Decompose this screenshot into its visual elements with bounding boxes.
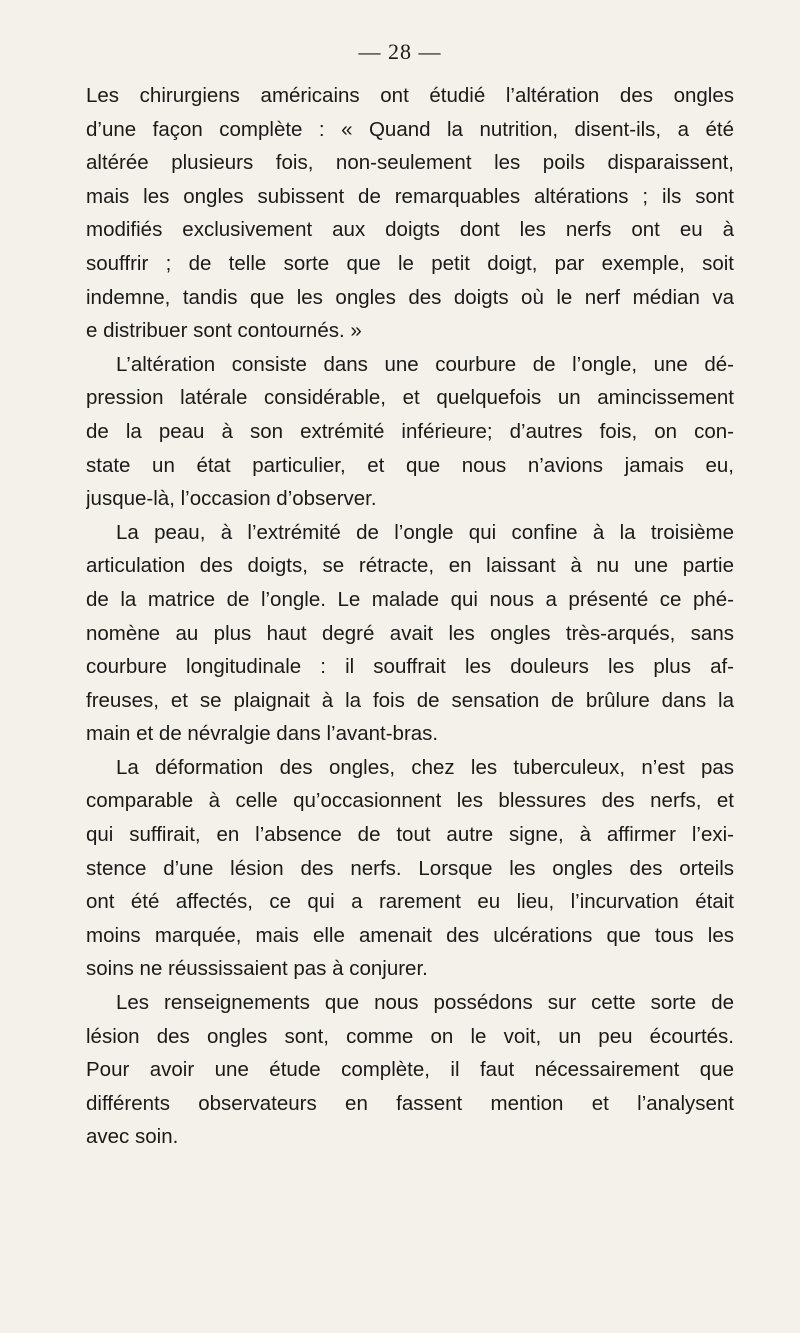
text-line: soins ne réussissaient pas à conjurer. — [86, 957, 428, 981]
paragraph-2 — [86, 348, 734, 516]
text-line: de la peau à son extrémité inférieure; d’autres fois, on con- — [86, 419, 734, 443]
text-line: articulation des doigts, se rétracte, en laissant à nu une partie — [86, 554, 734, 578]
text-line: e distribuer sont contournés. » — [86, 319, 362, 343]
text-line: qui suffirait, en l’absence de tout autre signe, à affirmer l’exi- — [86, 823, 734, 847]
text-line: moins marquée, mais elle amenait des ulcérations que tous les — [86, 923, 734, 947]
text-line: modifiés exclusivement aux doigts dont les nerfs ont eu à — [86, 218, 734, 242]
text-line: nomène au plus haut degré avait les ongles très-arqués, sans — [86, 621, 734, 645]
text-line: stence d’une lésion des nerfs. Lorsque les ongles des orteils — [86, 856, 734, 880]
text-line: courbure longitudinale : il souffrait les douleurs les plus af- — [86, 655, 734, 679]
text-line: pression latérale considérable, et quelquefois un amincissement — [86, 386, 734, 410]
text-line: différents observateurs en fassent mention et l’analysent — [86, 1091, 734, 1115]
text-line: Les renseignements que nous possédons sur cette sorte de — [116, 991, 734, 1015]
text-line: altérée plusieurs fois, non-seulement les poils disparaissent, — [86, 151, 734, 175]
body-text — [86, 79, 734, 1154]
text-line: comparable à celle qu’occasionnent les blessures des nerfs, et — [86, 789, 734, 813]
text-line: d’une façon complète : « Quand la nutrition, disent-ils, a été — [86, 117, 734, 141]
text-line: Pour avoir une étude complète, il faut nécessairement que — [86, 1058, 734, 1082]
text-line: La peau, à l’extrémité de l’ongle qui confine à la troisième — [116, 520, 734, 544]
text-line: ont été affectés, ce qui a rarement eu lieu, l’incurvation était — [86, 890, 734, 914]
text-line: mais les ongles subissent de remarquables altérations ; ils sont — [86, 184, 734, 208]
text-line: state un état particulier, et que nous n’avions jamais eu, — [86, 453, 734, 477]
text-line: main et de névralgie dans l’avant-bras. — [86, 722, 439, 746]
text-line: L’altération consiste dans une courbure de l’ongle, une dé- — [116, 352, 734, 376]
paragraph-3 — [86, 516, 734, 751]
paragraph-5 — [86, 986, 734, 1154]
paragraph-4 — [86, 751, 734, 986]
text-line: freuses, et se plaignait à la fois de sensation de brûlure dans la — [86, 688, 734, 712]
text-line: de la matrice de l’ongle. Le malade qui nous a présenté ce phé- — [86, 587, 734, 611]
page-number-header: — 28 — — [358, 39, 442, 64]
text-line: souffrir ; de telle sorte que le petit doigt, par exemple, soit — [86, 251, 734, 275]
text-line: avec soin. — [86, 1125, 179, 1149]
text-line: jusque-là, l’occasion d’observer. — [86, 487, 377, 511]
paragraph-1 — [86, 79, 734, 348]
text-line: lésion des ongles sont, comme on le voit, un peu écourtés. — [86, 1024, 734, 1048]
text-line: indemne, tandis que les ongles des doigts où le nerf médian va — [86, 285, 734, 309]
text-line: Les chirurgiens américains ont étudié l’altération des ongles — [86, 84, 734, 107]
text-line: La déformation des ongles, chez les tuberculeux, n’est pas — [116, 755, 734, 779]
